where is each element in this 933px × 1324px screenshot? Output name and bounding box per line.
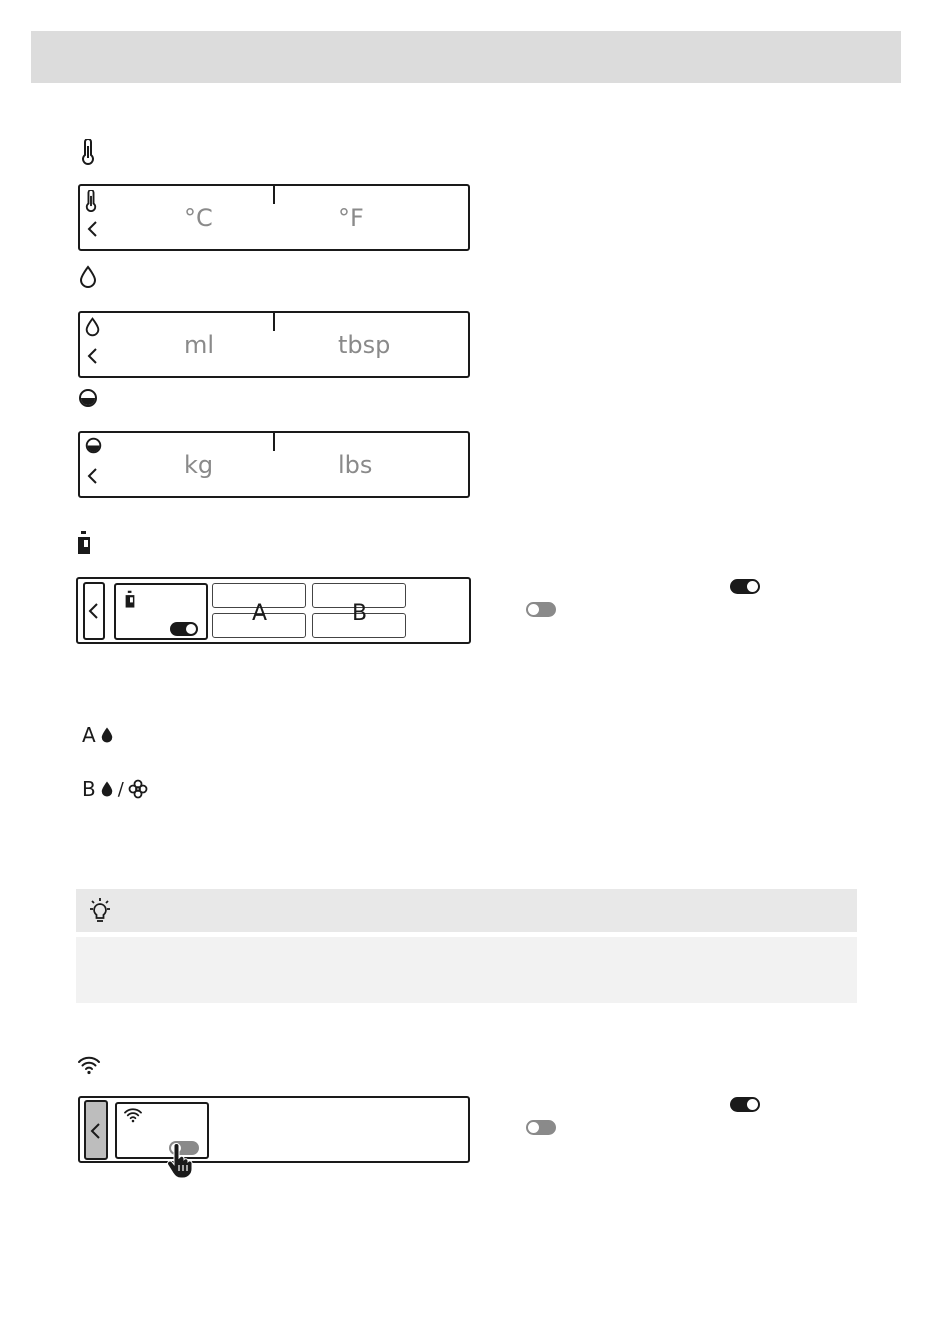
back-button[interactable] [83,582,105,640]
drop-icon [79,265,97,289]
weight-unit-panel [78,431,470,498]
back-chevron-icon[interactable] [86,347,100,365]
softener-flower-icon [128,779,148,799]
back-button[interactable] [84,1100,108,1160]
toggle-on-indicator [730,1097,760,1112]
legend-a-letter: A [82,723,96,747]
wifi-panel [78,1096,470,1163]
volume-unit-panel [78,311,470,378]
divider [273,186,275,204]
temperature-unit-panel [78,184,470,251]
option-tbsp[interactable]: tbsp [338,331,391,359]
option-fahrenheit[interactable]: °F [338,204,364,232]
wifi-icon [77,1055,101,1075]
toggle-on-indicator [730,579,760,594]
back-chevron-icon [87,602,101,620]
back-chevron-icon [89,1122,103,1140]
back-chevron-icon[interactable] [86,220,100,238]
drop-filled-icon [100,726,114,744]
detergent-bottle-icon [124,590,136,609]
option-ml[interactable]: ml [184,331,215,359]
option-lbs[interactable]: lbs [338,451,373,479]
back-chevron-icon[interactable] [86,467,100,485]
thermometer-icon [81,139,95,165]
legend-b-letter: B [82,777,96,801]
header-bar [31,31,901,83]
slot-a-label: A [252,601,268,626]
dosing-toggle-switch[interactable] [170,622,198,636]
legend-b-separator: / [117,778,124,800]
weight-icon [78,388,98,408]
thermometer-icon [85,190,97,212]
drop-icon [85,317,100,337]
lightbulb-icon [87,897,113,925]
dosing-toggle-card[interactable] [114,583,208,640]
tip-body [76,937,857,1003]
legend-b-row [82,777,148,801]
weight-icon [85,437,102,454]
detergent-bottle-icon [76,530,92,556]
toggle-off-indicator [526,1120,556,1135]
drop-filled-icon [100,780,114,798]
dosing-panel [76,577,471,644]
wifi-icon [123,1107,143,1123]
option-kg[interactable]: kg [184,451,214,479]
divider [273,313,275,331]
option-celsius[interactable]: °C [184,204,213,232]
toggle-off-indicator [526,602,556,617]
slot-b-label: B [352,601,368,626]
tip-header [76,889,857,932]
legend-a-row [82,723,114,747]
divider [273,433,275,451]
hand-pointer-icon [165,1143,195,1179]
